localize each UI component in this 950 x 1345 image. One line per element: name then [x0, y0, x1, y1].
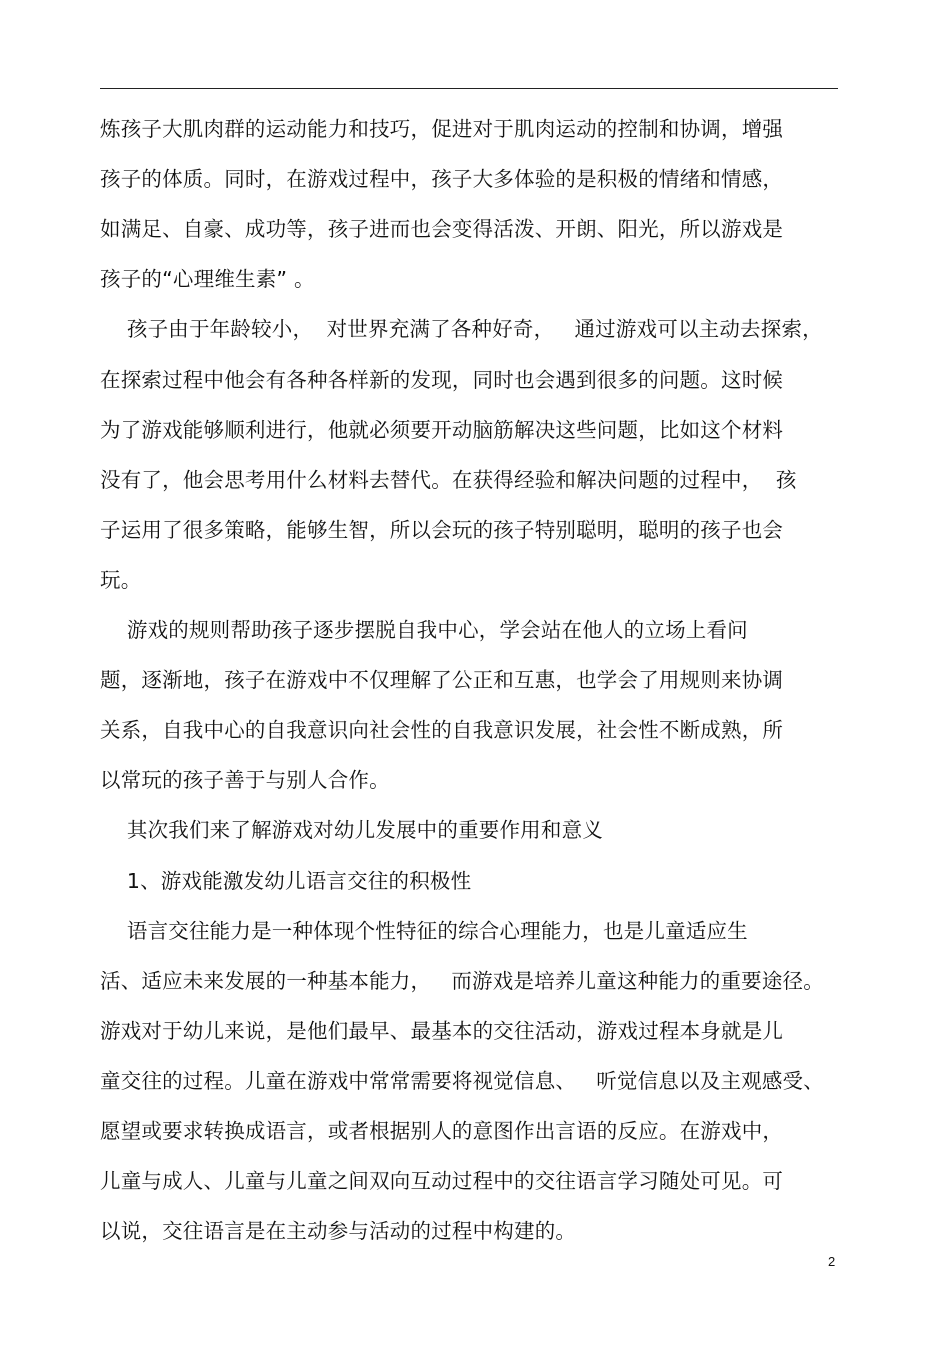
text-line: 以常玩的孩子善于与别人合作。	[100, 768, 390, 793]
text-line: 语言交往能力是一种体现个性特征的综合心理能力，也是儿童适应生	[100, 918, 748, 943]
page-number: 2	[828, 1254, 836, 1269]
text-line: 童交往的过程。儿童在游戏中常常需要将视觉信息、 听觉信息以及主观感受、	[100, 1068, 824, 1093]
text-line: 题，逐渐地，孩子在游戏中不仅理解了公正和互惠，也学会了用规则来协调	[100, 668, 784, 693]
text-line: 游戏对于幼儿来说，是他们最早、最基本的交往活动，游戏过程本身就是儿	[100, 1018, 784, 1043]
header-rule	[100, 88, 838, 89]
text-line: 1、游戏能激发幼儿语言交往的积极性	[100, 868, 472, 893]
text-line: 游戏的规则帮助孩子逐步摆脱自我中心，学会站在他人的立场上看问	[100, 618, 748, 642]
text-line: 如满足、自豪、成功等，孩子进而也会变得活泼、开朗、阳光，所以游戏是	[100, 217, 784, 242]
text-line: 子运用了很多策略，能够生智，所以会玩的孩子特别聪明，聪明的孩子也会	[100, 517, 784, 542]
text-line: 其次我们来了解游戏对幼儿发展中的重要作用和意义	[100, 818, 603, 843]
text-line: 孩子的“心理维生素” 。	[100, 267, 315, 292]
text-line: 玩。	[100, 567, 142, 592]
text-line: 活、适应未来发展的一种基本能力， 而游戏是培养儿童这种能力的重要途径。	[100, 968, 824, 993]
text-line: 愿望或要求转换成语言，或者根据别人的意图作出言语的反应。在游戏中，	[100, 1119, 784, 1143]
text-line: 炼孩子大肌肉群的运动能力和技巧，促进对于肌肉运动的控制和协调，增强	[100, 117, 784, 141]
text-line: 孩子由于年龄较小， 对世界充满了各种好奇， 通过游戏可以主动去探索，	[100, 317, 823, 342]
text-line: 以说，交往语言是在主动参与活动的过程中构建的。	[100, 1219, 577, 1244]
text-line: 在探索过程中他会有各种各样新的发现，同时也会遇到很多的问题。这时候	[100, 367, 784, 392]
text-line: 没有了，他会思考用什么材料去替代。在获得经验和解决问题的过程中， 孩	[100, 467, 797, 492]
text-line: 为了游戏能够顺利进行，他就必须要开动脑筋解决这些问题，比如这个材料	[100, 417, 784, 442]
text-line: 孩子的体质。同时，在游戏过程中，孩子大多体验的是积极的情绪和情感，	[100, 167, 784, 192]
text-line: 儿童与成人、儿童与儿童之间双向互动过程中的交往语言学习随处可见。可	[100, 1169, 784, 1194]
text-line: 关系，自我中心的自我意识向社会性的自我意识发展，社会性不断成熟，所	[100, 718, 784, 743]
